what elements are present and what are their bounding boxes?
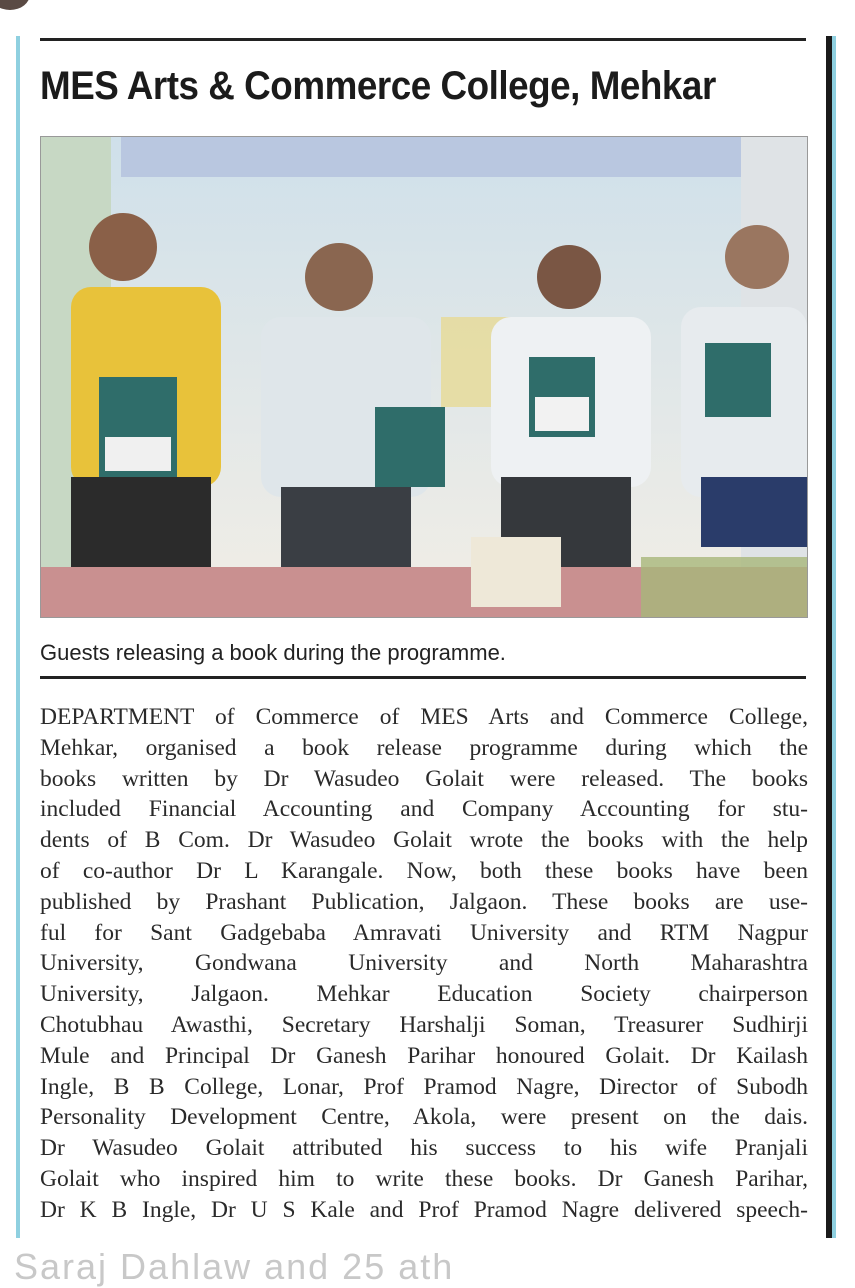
event-photo-illustration [41,137,807,617]
article-line: Ingle, B B College, Lonar, Prof Pramod Nagre, Director of Subodh [40,1073,808,1100]
article-line: of co-author Dr L Karangale. Now, both these books have been [40,857,808,884]
article-line: Mule and Principal Dr Ganesh Parihar honoured Golait. Dr Kailash [40,1042,808,1069]
top-strip [0,0,855,36]
article-line: DEPARTMENT of Commerce of MES Arts and Commerce College, [40,704,808,730]
article-line: Personality Development Centre, Akola, were present on the dais. [40,1104,808,1131]
article-line: Golait who inspired him to write these books. Dr Ganesh Parihar, [40,1165,808,1192]
caption-rule [40,676,806,679]
article-line: published by Prashant Publication, Jalgaon. These books are use- [40,888,808,915]
headline: MES Arts & Commerce College, Mehkar [40,64,716,108]
cut-off-text: Saraj Dahlaw and 25 ath [14,1246,455,1287]
photo-caption: Guests releasing a book during the programme. [40,640,506,665]
article-line: University, Jalgaon. Mehkar Education Society chairperson [40,981,808,1008]
article-line: included Financial Accounting and Company Accounting for stu- [40,796,808,823]
article-line: University, Gondwana University and North Maharashtra [40,950,808,977]
article-line: ful for Sant Gadgebaba Amravati University and RTM Nagpur [40,919,808,946]
news-photo [40,136,808,618]
article-line: books written by Dr Wasudeo Golait were released. The books [40,765,808,792]
article-line: Dr Wasudeo Golait attributed his success to his wife Pranjali [40,1135,808,1162]
newspaper-clipping [16,36,836,1238]
article-line: Dr K B Ingle, Dr U S Kale and Prof Pramod Nagre delivered speech- [40,1196,808,1223]
article-line: Mehkar, organised a book release programme during which the [40,734,808,761]
article-body [40,702,808,1226]
article-line: dents of B Com. Dr Wasudeo Golait wrote the books with the help [40,827,808,854]
avatar [0,0,30,10]
article-line: Chotubhau Awasthi, Secretary Harshalji Soman, Treasurer Sudhirji [40,1011,808,1038]
top-rule [40,38,806,41]
